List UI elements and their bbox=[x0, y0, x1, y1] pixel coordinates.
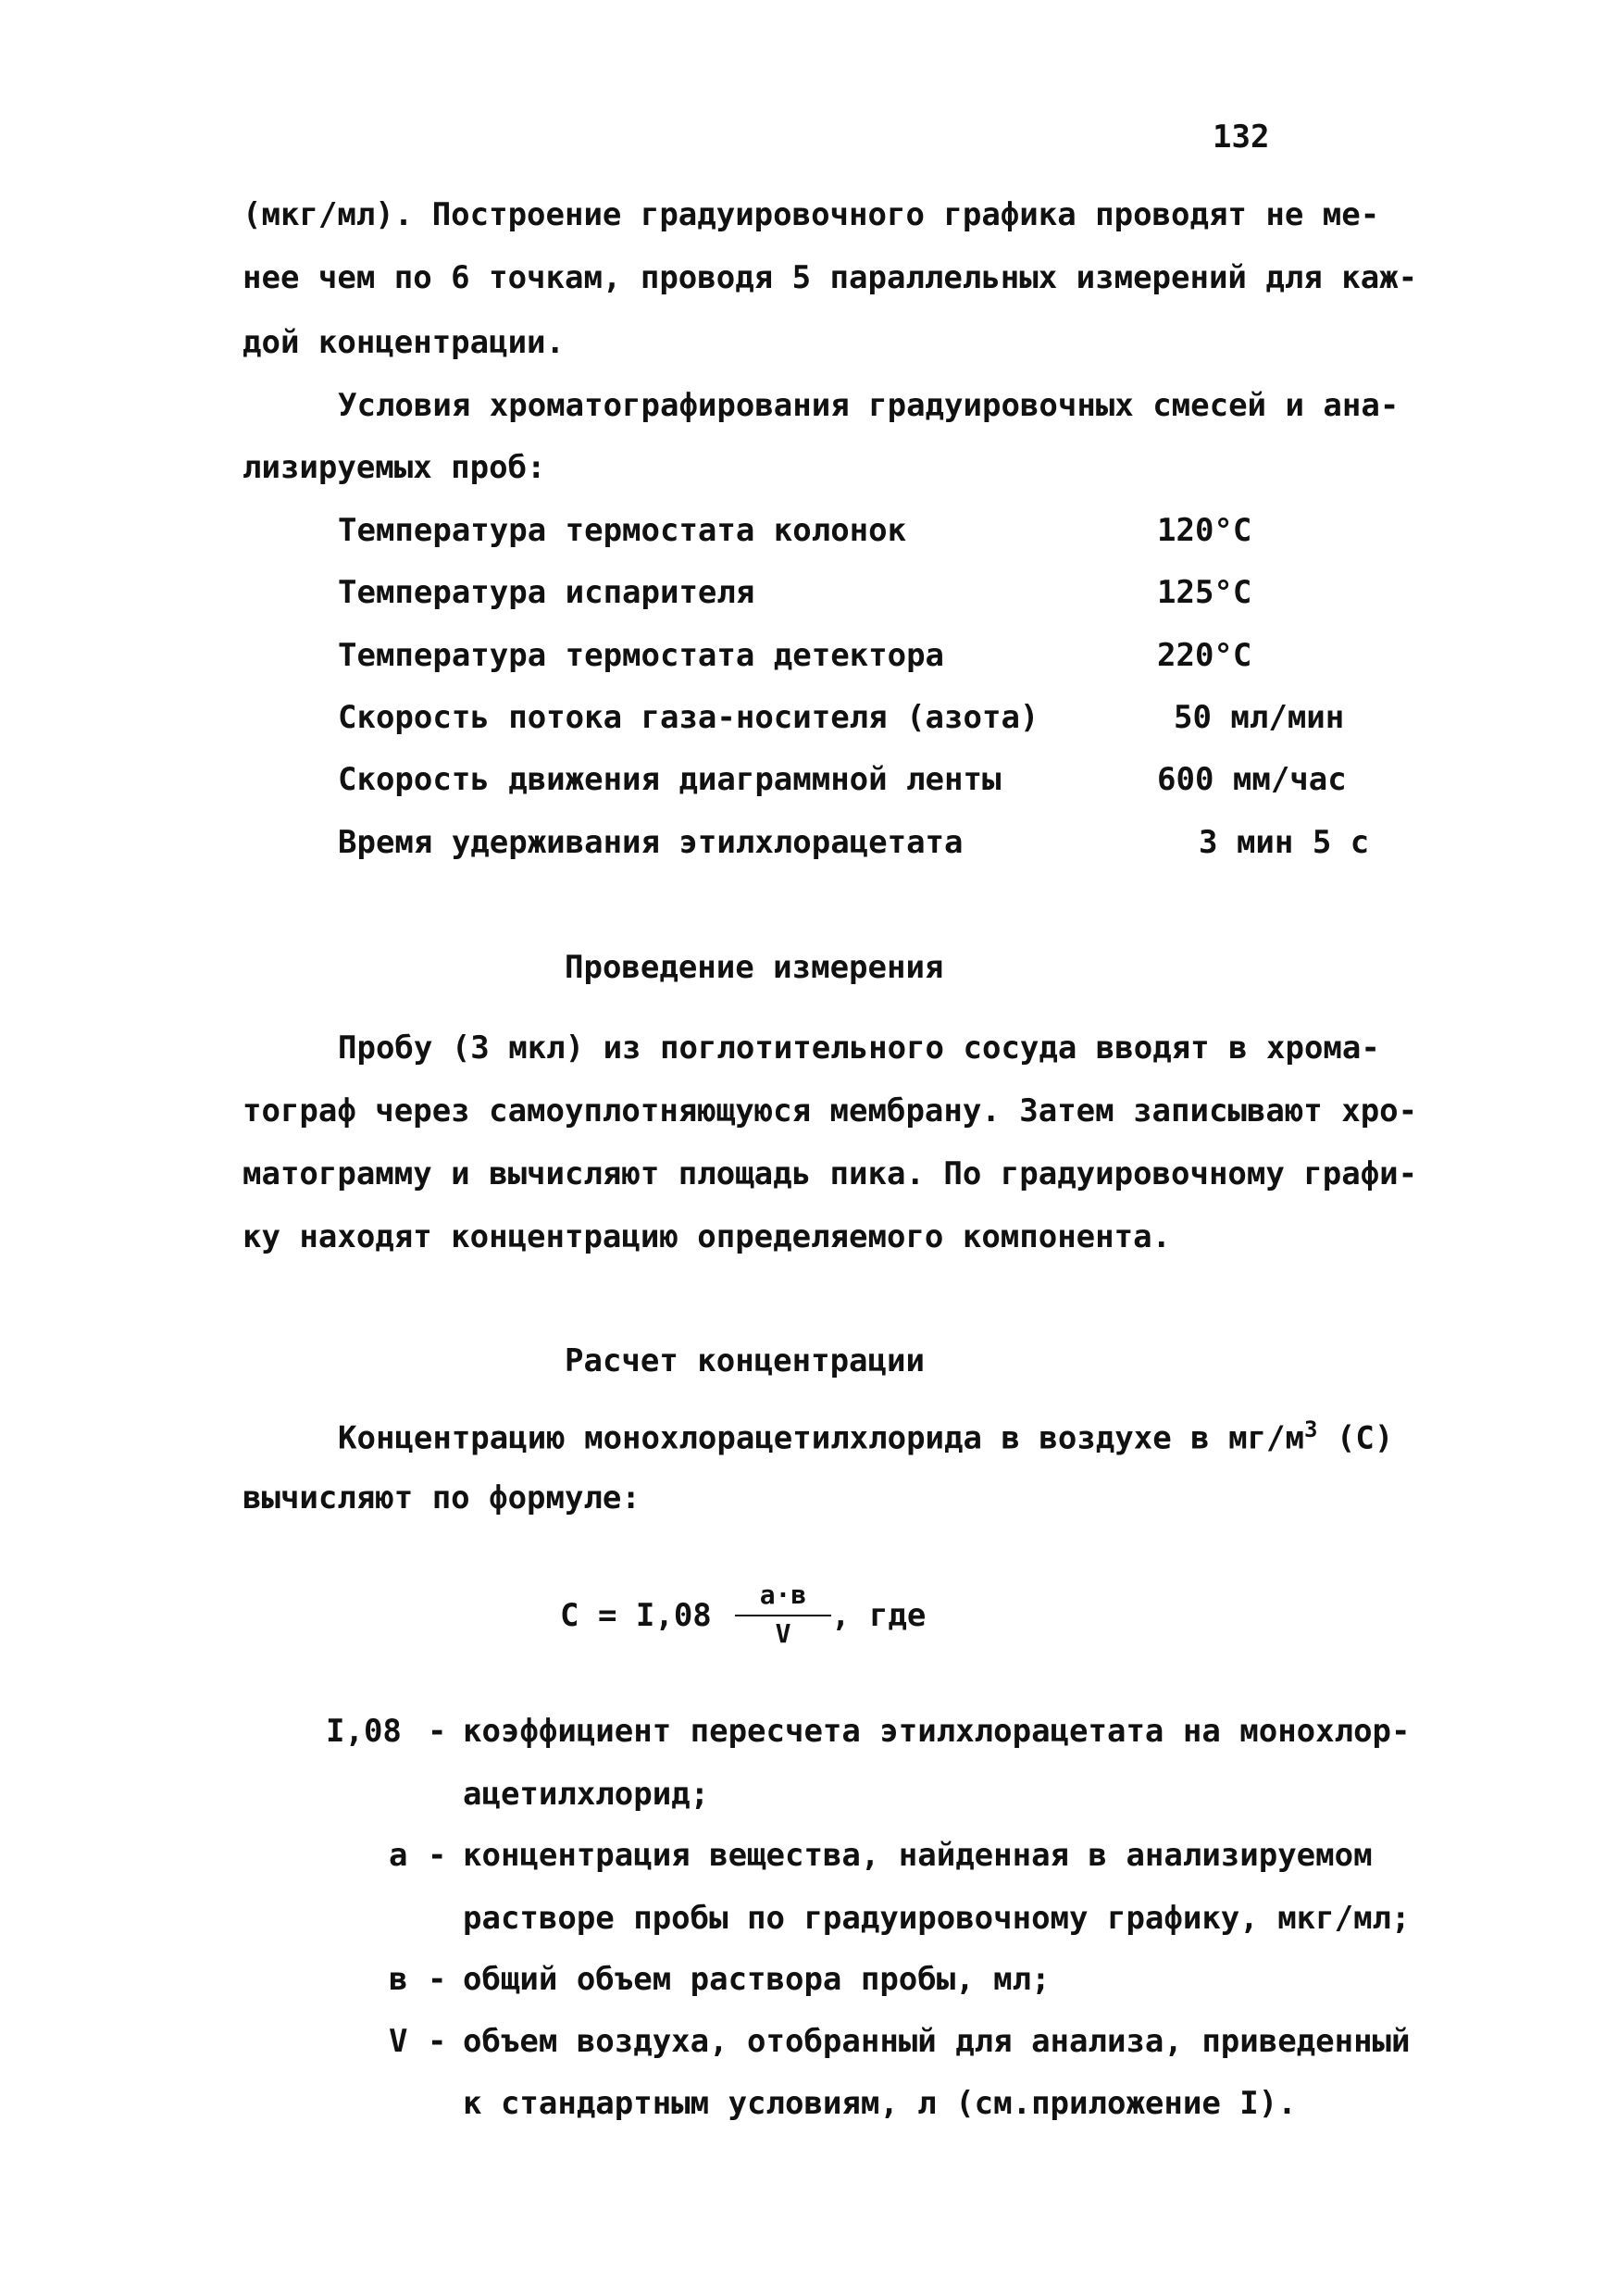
definition-key: а bbox=[389, 1837, 408, 1874]
section-title: Проведение измерения bbox=[565, 949, 944, 986]
definition-key: в bbox=[389, 1961, 408, 1998]
definition-dash: - bbox=[428, 1837, 447, 1874]
paragraph-line: вычисляют по формуле: bbox=[243, 1479, 641, 1516]
condition-value: 220°С bbox=[1157, 637, 1252, 674]
paragraph-line: лизируемых проб: bbox=[243, 449, 546, 486]
condition-label: Скорость потока газа-носителя (азота) bbox=[338, 699, 1039, 736]
definition-key: I,08 bbox=[326, 1713, 402, 1750]
definition-text: ацетилхлорид; bbox=[463, 1776, 710, 1813]
definition-text: объем воздуха, отобранный для анализа, приведенный bbox=[463, 2023, 1411, 2060]
formula-numerator: а·в bbox=[759, 1579, 807, 1610]
formula-lhs: С = I,08 bbox=[560, 1597, 712, 1634]
condition-value: 50 мл/мин bbox=[1174, 699, 1345, 736]
condition-label: Температура термостата колонок bbox=[338, 512, 907, 549]
paragraph-line: нее чем по 6 точкам, проводя 5 параллельных измерений для каж- bbox=[243, 259, 1418, 296]
paragraph-line: ку находят концентрацию определяемого компонента. bbox=[243, 1218, 1172, 1255]
condition-value: 120°С bbox=[1157, 512, 1252, 549]
condition-value: 600 мм/час bbox=[1157, 761, 1347, 798]
page-number: 132 bbox=[1213, 119, 1270, 156]
paragraph-line: тограф через самоуплотняющуюся мембрану. Затем записывают хро- bbox=[243, 1092, 1418, 1129]
definition-key: V bbox=[389, 2023, 408, 2060]
superscript: 3 bbox=[1303, 1416, 1318, 1442]
definition-text: растворе пробы по градуировочному графику, мкг/мл; bbox=[463, 1900, 1411, 1937]
condition-label: Время удерживания этилхлорацетата bbox=[338, 824, 964, 861]
paragraph-line: дой концентрации. bbox=[243, 324, 565, 361]
definition-dash: - bbox=[428, 1961, 447, 1998]
section-title: Расчет концентрации bbox=[565, 1342, 925, 1379]
paragraph-text: (С) bbox=[1317, 1419, 1394, 1457]
definition-dash: - bbox=[428, 2023, 447, 2060]
formula-suffix: , где bbox=[831, 1597, 927, 1634]
paragraph-line bbox=[338, 1416, 1393, 1456]
definition-text: общий объем раствора пробы, мл; bbox=[463, 1961, 1051, 1998]
condition-label: Температура испарителя bbox=[338, 574, 755, 611]
paragraph-text: Концентрацию монохлорацетилхлорида в воздухе в мг/м bbox=[338, 1419, 1304, 1457]
paragraph-line: матограмму и вычисляют площадь пика. По градуировочному графи- bbox=[243, 1155, 1418, 1192]
paragraph-line: Пробу (3 мкл) из поглотительного сосуда вводят в хрома- bbox=[338, 1029, 1380, 1067]
condition-label: Температура термостата детектора bbox=[338, 637, 945, 674]
condition-label: Скорость движения диаграммной ленты bbox=[338, 761, 1002, 798]
condition-value: 3 мин 5 с bbox=[1199, 824, 1370, 861]
definition-dash: - bbox=[428, 1713, 447, 1750]
formula-denominator: V bbox=[775, 1618, 791, 1649]
definition-text: концентрация вещества, найденная в анализируемом bbox=[463, 1837, 1373, 1874]
definition-text: коэффициент пересчета этилхлорацетата на монохлор- bbox=[463, 1713, 1411, 1750]
fraction-bar bbox=[735, 1615, 831, 1616]
condition-value: 125°С bbox=[1157, 574, 1252, 611]
paragraph-line: (мкг/мл). Построение градуировочного графика проводят не ме- bbox=[243, 196, 1380, 233]
paragraph-line: Условия хроматографирования градуировочных смесей и анa- bbox=[338, 387, 1400, 424]
definition-text: к стандартным условиям, л (см.приложение I). bbox=[463, 2085, 1297, 2122]
